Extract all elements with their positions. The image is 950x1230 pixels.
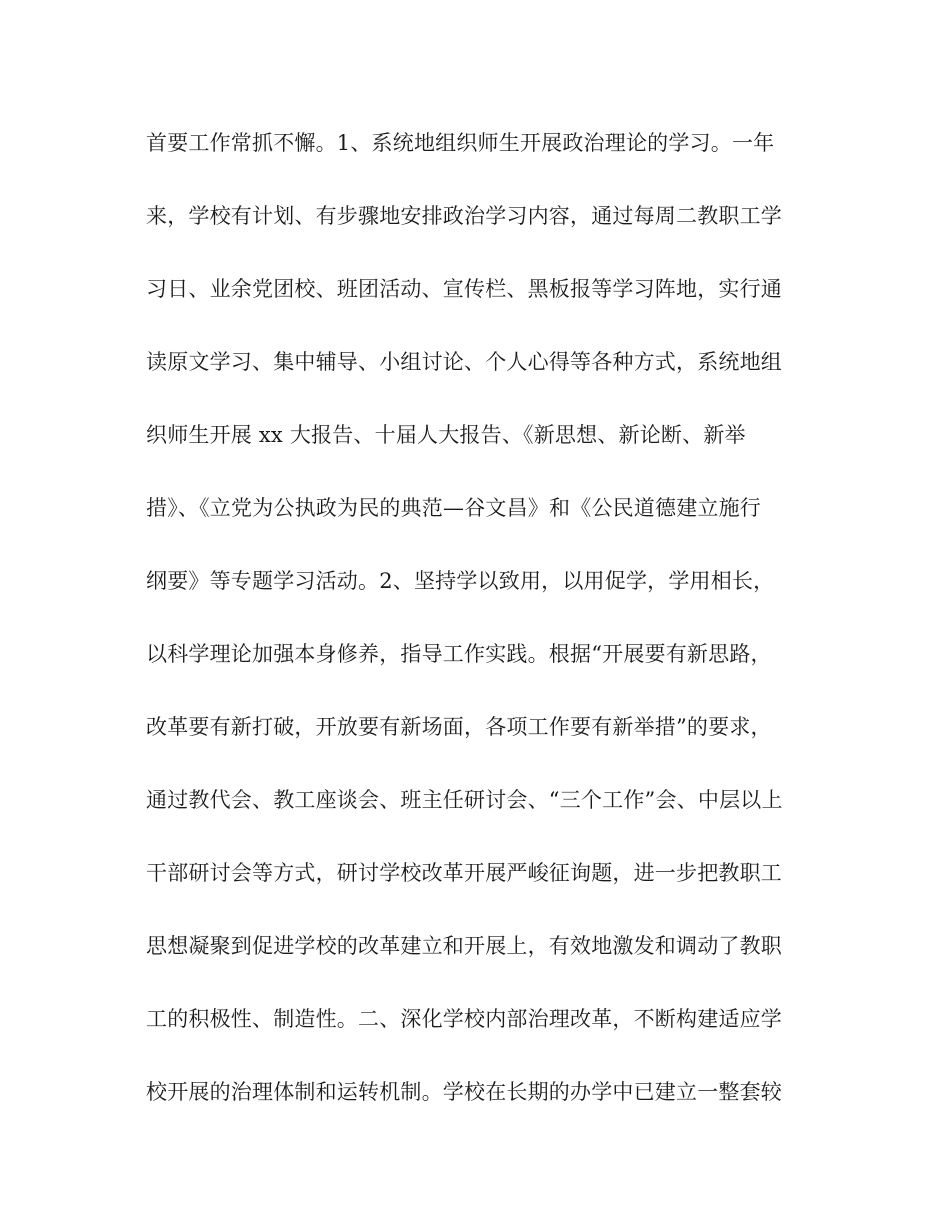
text-line: 读原文学习、集中辅导、小组讨论、个人心得等各种方式，系统地组 <box>146 350 782 374</box>
text-line: 以科学理论加强本身修养，指导工作实践。根据“开展要有新思路， <box>146 642 772 666</box>
text-line: 校开展的治理体制和运转机制。学校在长期的办学中已建立一整套较 <box>146 1080 782 1104</box>
text-line: 织师生开展 xx 大报告、十届人大报告、《新思想、新论断、新举 <box>146 423 746 447</box>
text-line: 改革要有新打破，开放要有新场面，各项工作要有新举措”的要求， <box>146 715 772 739</box>
text-line: 思想凝聚到促进学校的改革建立和开展上，有效地激发和调动了教职 <box>146 934 782 958</box>
text-line: 首要工作常抓不懈。1、系统地组织师生开展政治理论的学习。一年 <box>146 131 775 155</box>
text-line: 来，学校有计划、有步骤地安排政治学习内容，通过每周二教职工学 <box>146 204 782 228</box>
text-line: 习日、业余党团校、班团活动、宣传栏、黑板报等学习阵地，实行通 <box>146 277 782 301</box>
body-text <box>146 120 806 1142</box>
text-line: 措》、《立党为公执政为民的典范—谷文昌》和《公民道德建立施行 <box>146 496 761 520</box>
text-line: 干部研讨会等方式，研讨学校改革开展严峻征询题，进一步把教职工 <box>146 861 782 885</box>
text-line: 纲要》等专题学习活动。2、坚持学以致用，以用促学，学用相长， <box>146 569 775 593</box>
text-line: 工的积极性、制造性。二、深化学校内部治理改革，不断构建适应学 <box>146 1007 782 1031</box>
text-line: 通过教代会、教工座谈会、班主任研讨会、“三个工作”会、中层以上 <box>146 788 783 812</box>
